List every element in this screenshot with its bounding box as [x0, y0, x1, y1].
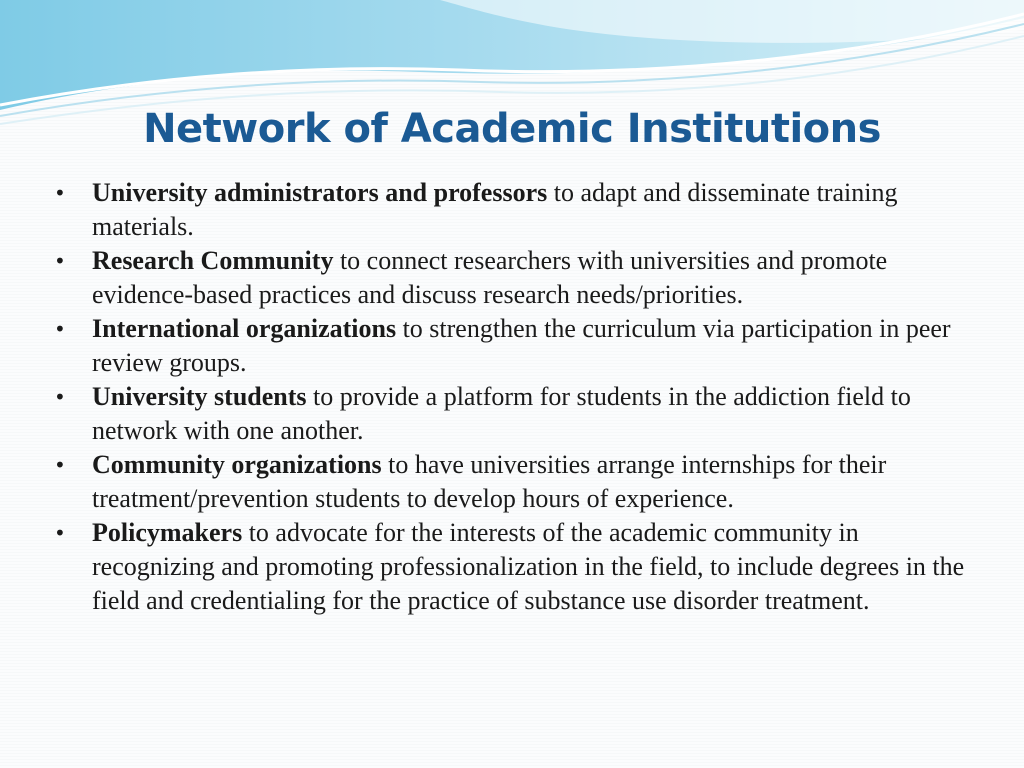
bullet-icon: • — [54, 181, 66, 205]
bullet-bold: Policymakers — [92, 518, 243, 547]
bullet-bold: International organizations — [92, 314, 397, 343]
bullet-bold: University students — [92, 382, 307, 411]
bullet-text: to connect researchers with universities and promote evidence-based practices and discuss research needs/priorities. — [92, 246, 888, 309]
list-item — [52, 312, 972, 380]
bullet-text: to provide a platform for students in the addiction field to network with one another. — [92, 382, 911, 445]
bullet-icon: • — [54, 521, 66, 545]
slide-title: Network of Academic Institutions — [143, 106, 881, 152]
list-item — [52, 244, 972, 312]
bullet-text: to advocate for the interests of the academic community in recognizing and promoting professionalization in the field, to include degrees in the field and credentialing for the practice of substance use disorder treatment. — [92, 518, 965, 615]
bullet-text: to adapt and disseminate training materials. — [92, 178, 898, 241]
list-item — [52, 176, 972, 244]
bullet-icon: • — [54, 317, 66, 341]
bullet-icon: • — [54, 385, 66, 409]
list-item — [52, 380, 972, 448]
list-item — [52, 448, 972, 516]
bullet-bold: University administrators and professors — [92, 178, 548, 207]
bullet-text: to have universities arrange internships for their treatment/prevention students to develop hours of experience. — [92, 450, 887, 513]
bullet-list — [52, 176, 972, 618]
bullet-icon: • — [54, 453, 66, 477]
bullet-bold: Research Community — [92, 246, 334, 275]
bullet-bold: Community organizations — [92, 450, 382, 479]
bullet-icon: • — [54, 249, 66, 273]
list-item — [52, 516, 972, 618]
bullet-text: to strengthen the curriculum via participation in peer review groups. — [92, 314, 951, 377]
